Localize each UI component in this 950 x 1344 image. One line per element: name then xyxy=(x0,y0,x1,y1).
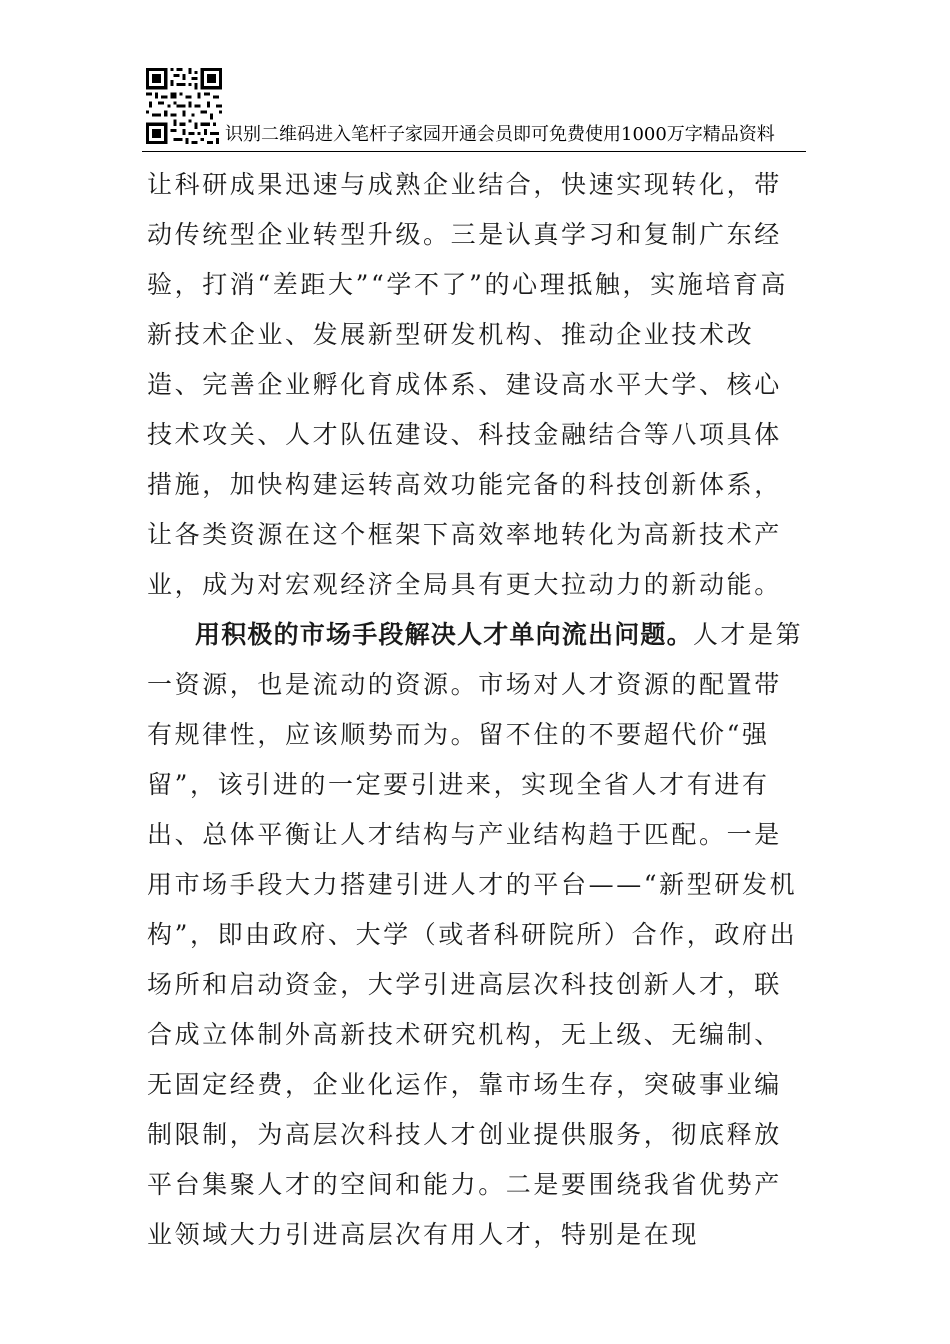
document-body xyxy=(147,160,807,1260)
header-divider xyxy=(142,151,806,152)
qr-code-icon xyxy=(146,68,222,144)
paragraph-2-text: 人才是第一资源，也是流动的资源。市场对人才资源的配置带有规律性，应该顺势而为。留不住的不要超代价“强留”，该引进的一定要引进来，实现全省人才有进有出、总体平衡让人才结构与产业结构趋于匹配。一是用市场手段大力搭建引进人才的平台——“新型研发机构”，即由政府、大学（或者科研院所）合作，政府出场所和启动资金，大学引进高层次科技创新人才，联合成立体制外高新技术研究机构，无上级、无编制、无固定经费，企业化运作，靠市场生存，突破事业编制限制，为高层次科技人才创业提供服务，彻底释放平台集聚人才的空间和能力。二是要围绕我省优势产业领域大力引进高层次有用人才，特别是在现 xyxy=(147,620,804,1249)
paragraph-1: 让科研成果迅速与成熟企业结合，快速实现转化，带动传统型企业转型升级。三是认真学习和复制广东经验，打消“差距大”“学不了”的心理抵触，实施培育高新技术企业、发展新型研发机构、推动企业技术改造、完善企业孵化育成体系、建设高水平大学、核心技术攻关、人才队伍建设、科技金融结合等八项具体措施，加快构建运转高效功能完备的科技创新体系，让各类资源在这个框架下高效率地转化为高新技术产业，成为对宏观经济全局具有更大拉动力的新动能。 xyxy=(147,170,789,599)
paragraph-2-lead: 用积极的市场手段解决人才单向流出问题。 xyxy=(195,620,693,649)
header-promo-text: 识别二维码进入笔杆子家园开通会员即可免费使用1000万字精品资料 xyxy=(225,124,775,145)
paragraph-2 xyxy=(147,610,807,1260)
